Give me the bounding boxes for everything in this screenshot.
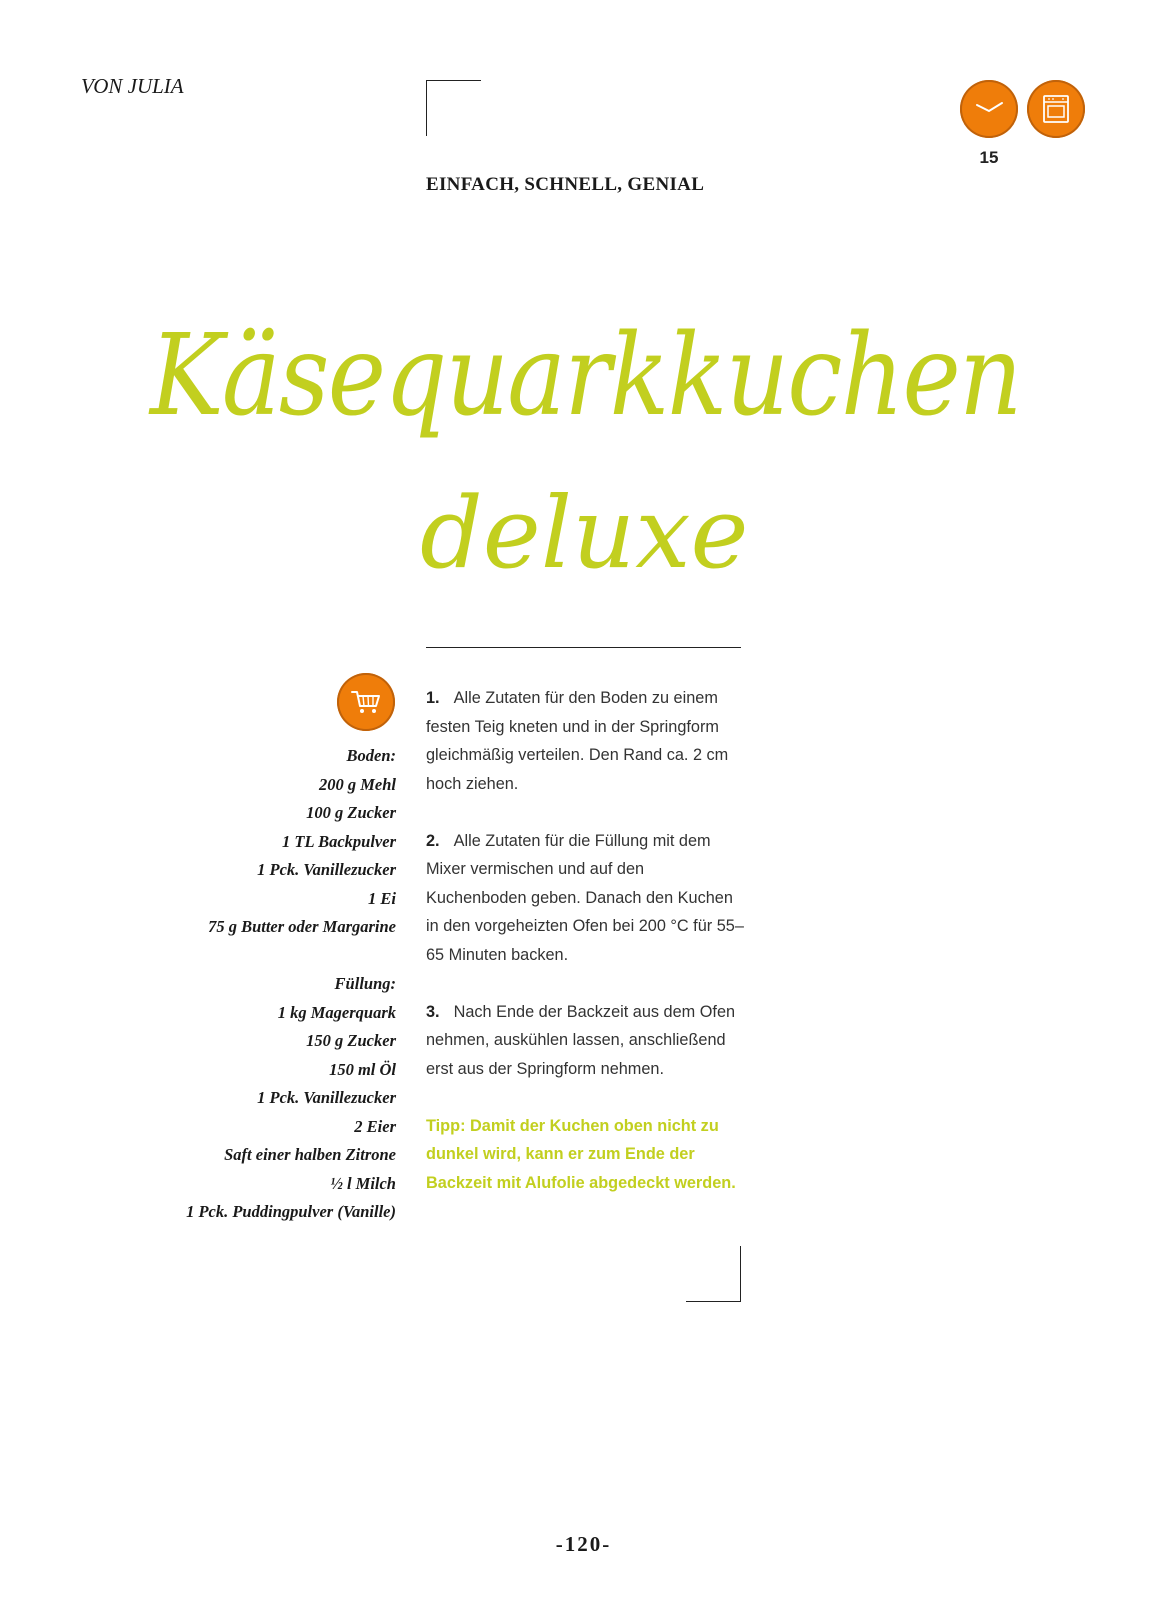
step-text: Alle Zutaten für die Füllung mit dem Mixer vermischen und auf den Kuchenboden geben. Danach den Kuchen in den vorgeheizten Ofen bei 200 °C für 55–65 Minuten backen.: [426, 831, 744, 964]
step-number: 2.: [426, 831, 440, 850]
author-label: VON JULIA: [81, 74, 184, 98]
ingredient-item: 100 g Zucker: [306, 803, 396, 822]
recipe-title-line2: deluxe: [420, 477, 749, 591]
step-text: Alle Zutaten für den Boden zu einem festen Teig kneten und in der Springform gleichmäßig verteilen. Den Rand ca. 2 cm hoch ziehen.: [426, 689, 729, 793]
recipe-subtitle: EINFACH, SCHNELL, GENIAL: [426, 174, 705, 195]
instruction-step-2: [426, 827, 746, 970]
page-number: -120-: [555, 1532, 612, 1556]
ingredient-group-heading-fuellung: Füllung:: [334, 974, 396, 993]
tip-text: Tipp: Damit der Kuchen oben nicht zu dunkel wird, kann er zum Ende der Backzeit mit Alufolie abgedeckt werden.: [426, 1116, 736, 1192]
ingredient-group-heading-boden: Boden:: [346, 746, 396, 765]
step-text: Nach Ende der Backzeit aus dem Ofen nehmen, auskühlen lassen, anschließend erst aus der Springform nehmen.: [426, 1002, 736, 1078]
ingredient-group-boden: [56, 771, 396, 942]
ingredient-item: 1 Pck. Vanillezucker: [257, 860, 396, 879]
ingredient-group-fuellung: [56, 999, 396, 1227]
ingredient-list: [56, 742, 396, 1227]
divider: [426, 647, 741, 648]
time-value: 15: [979, 148, 999, 167]
ingredient-item: 1 Ei: [368, 888, 396, 908]
step-number: 1.: [426, 689, 440, 707]
corner-mark-bottom-right: [686, 1246, 741, 1302]
ingredient-item: 150 g Zucker: [306, 1031, 396, 1050]
oven-icon: [1027, 80, 1085, 138]
instruction-step-1: [426, 684, 746, 798]
ingredient-item: 1 TL Backpulver: [282, 831, 396, 851]
shopping-cart-icon: [337, 673, 395, 731]
ingredient-item: 1 kg Magerquark: [277, 1002, 396, 1022]
ingredient-item: 200 g Mehl: [318, 774, 396, 794]
recipe-title-line1: Käsequarkkuchen: [150, 311, 1021, 441]
ingredient-item: 1 Pck. Vanillezucker: [257, 1088, 396, 1107]
ingredient-item: 2 Eier: [354, 1116, 396, 1136]
ingredient-item: Saft einer halben Zitrone: [224, 1145, 396, 1164]
clock-icon: [960, 80, 1018, 138]
ingredient-item: 75 g Butter oder Margarine: [208, 917, 396, 936]
ingredient-item: 1 Pck. Puddingpulver (Vanille): [186, 1202, 396, 1221]
ingredient-item: ½ l Milch: [330, 1173, 396, 1193]
instruction-steps: [426, 684, 746, 1197]
ingredient-item: 150 ml Öl: [329, 1059, 396, 1079]
instruction-step-3: [426, 998, 746, 1084]
step-number: 3.: [426, 1002, 440, 1021]
corner-mark-top-left: [426, 80, 481, 136]
